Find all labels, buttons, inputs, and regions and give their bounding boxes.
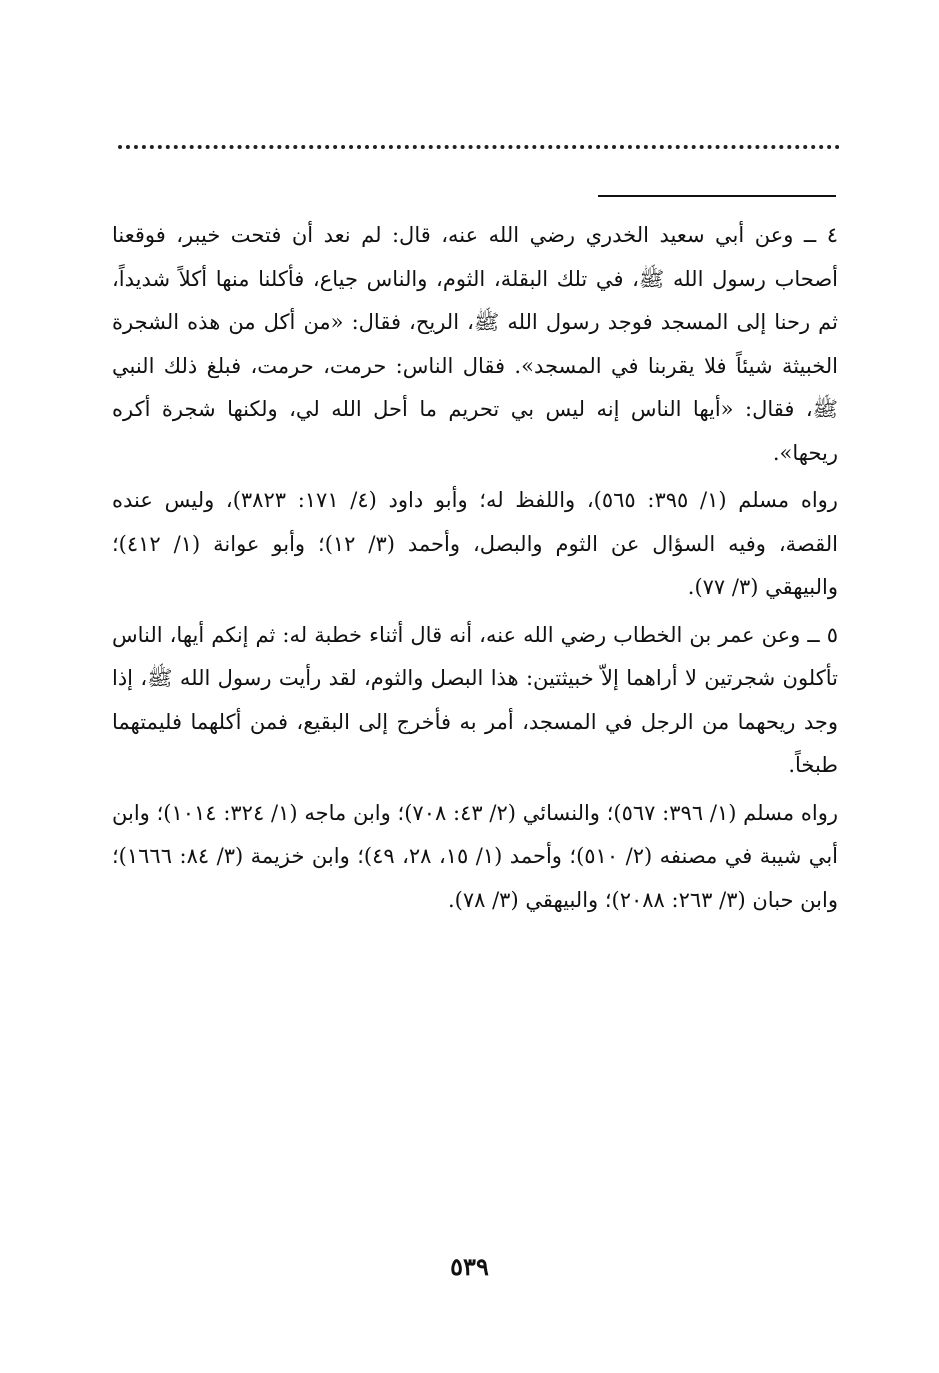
hadith-5-takhrij: رواه مسلم (١/ ٣٩٦: ٥٦٧)؛ والنسائي (٢/ ٤٣: ٧٠٨)؛ وابن ماجه (١/ ٣٢٤: ١٠١٤)؛ وابن أبي شيبة في مصنفه (٢/ ٥١٠)؛ وأحمد (١/ ١٥، ٢٨، ٤٩)؛ وابن خزيمة (٣/ ٨٤: ١٦٦٦)؛ وابن حبان (٣/ ٢٦٣: ٢٠٨٨)؛ والبيهقي (٣/ ٧٨).: [112, 800, 838, 912]
hadith-5-text: وعن عمر بن الخطاب رضي الله عنه، أنه قال أثناء خطبة له: ثم إنكم أيها، الناس تأكلون شجرتين لا أراهما إلاّ خبيثتين: هذا البصل والثوم، لقد رأيت رسول الله ﷺ، إذا وجد ريحهما من الرجل في المسجد، أمر به فأخرج إلى البقيع، فمن أكلهما فليمتهما طبخاً.: [112, 622, 838, 777]
page-number: ٥٣٩: [450, 1252, 489, 1281]
page-text: [112, 214, 838, 926]
hadith-4-text: وعن أبي سعيد الخدري رضي الله عنه، قال: لم نعد أن فتحت خيبر، فوقعنا أصحاب رسول الله ﷺ، في تلك البقلة، الثوم، والناس جياع، فأكلنا منها أكلاً شديداً، ثم رحنا إلى المسجد فوجد رسول الله ﷺ، الريح، فقال: «من أكل من هذه الشجرة الخبيثة شيئاً فلا يقربنا في المسجد». فقال الناس: حرمت، حرمت، فبلغ ذلك النبي ﷺ، فقال: «أيها الناس إنه ليس بي تحريم ما أحل الله لي، ولكنها شجرة أكره ريحها».: [112, 223, 838, 465]
hadith-5-paragraph: [112, 614, 838, 788]
dotted-divider: [118, 145, 840, 149]
hadith-4-number: ٤: [826, 223, 838, 247]
hadith-5-number: ٥: [826, 622, 838, 647]
hadith-4-paragraph: [112, 214, 838, 475]
hadith-4-dash: ــ: [803, 223, 817, 247]
section-rule: [598, 195, 836, 197]
hadith-5-dash: ــ: [807, 622, 820, 647]
hadith-4-takhrij: رواه مسلم (١/ ٣٩٥: ٥٦٥)، واللفظ له؛ وأبو داود (٤/ ١٧١: ٣٨٢٣)، وليس عنده القصة، وفيه السؤال عن الثوم والبصل، وأحمد (٣/ ١٢)؛ وأبو عوانة (١/ ٤١٢)؛ والبيهقي (٣/ ٧٧).: [112, 488, 838, 599]
